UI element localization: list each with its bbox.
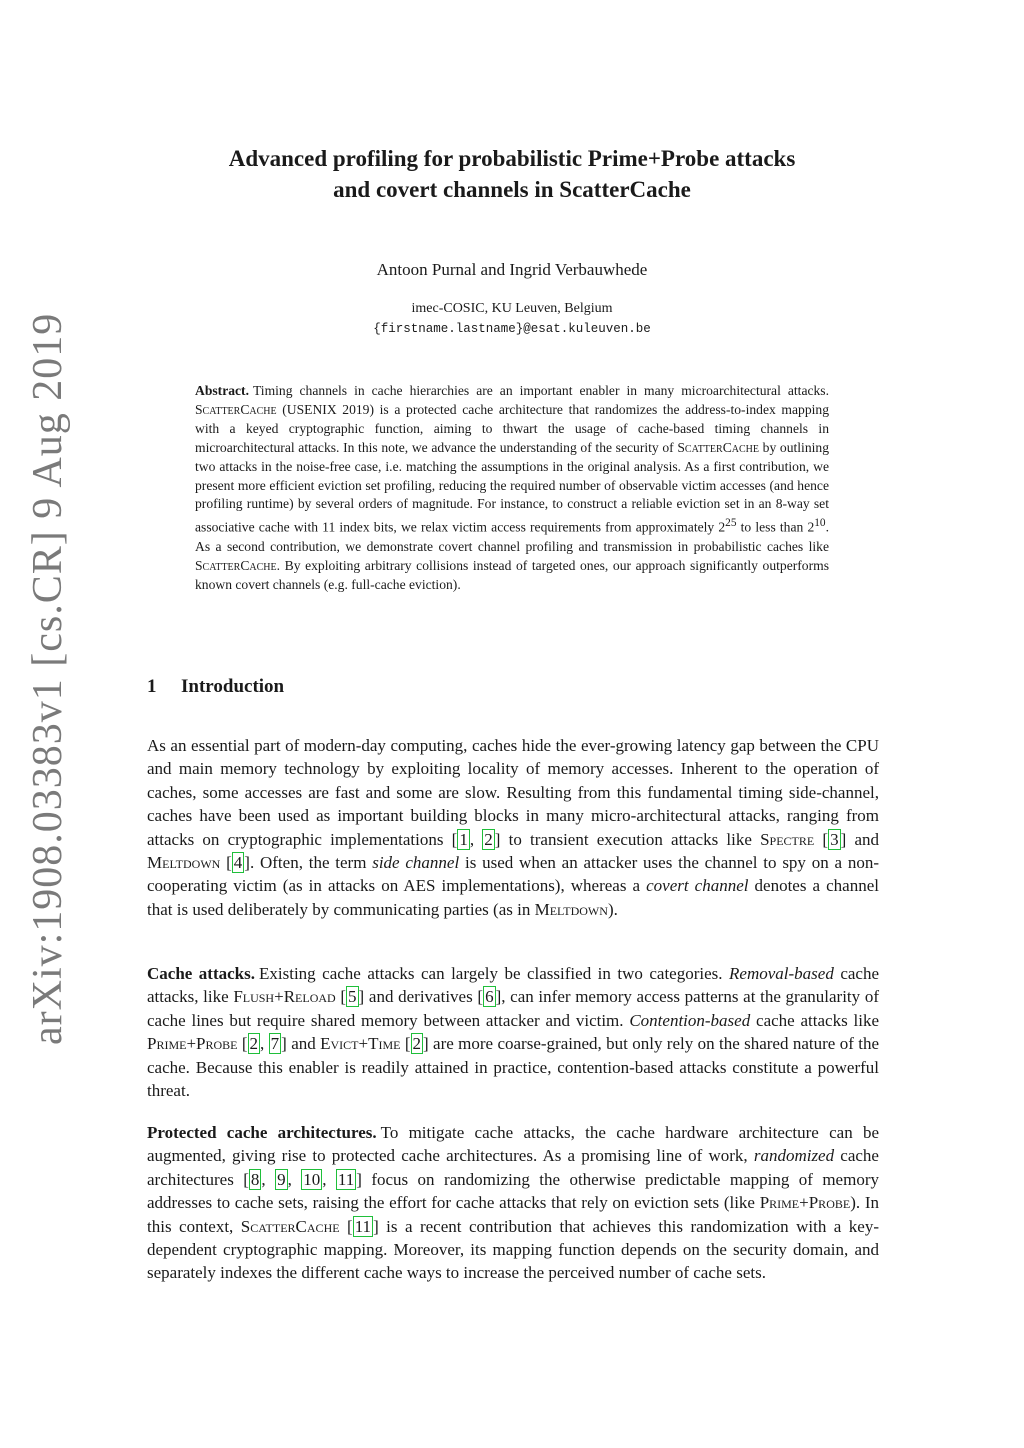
paragraph-text: ] is a recent contribution that achieves this randomization with a key-dependent cryptographic mapping. Moreover, its mapping function depends on the security domain, and separately indexes the different cache ways to increase the perceived number of cache sets. bbox=[147, 1216, 879, 1283]
paragraph-heading: Cache attacks. bbox=[147, 964, 255, 983]
abstract-text: Timing channels in cache hierarchies are an important enabler in many microarchitectural attacks. bbox=[252, 383, 829, 398]
paragraph-text: [ bbox=[339, 1216, 353, 1236]
citation-link[interactable]: 8 bbox=[250, 1169, 260, 1189]
paragraph-text: Existing cache attacks can largely be classified in two categories. bbox=[259, 964, 730, 983]
prime-probe-term: Prime+Probe bbox=[147, 1034, 238, 1054]
section-heading bbox=[147, 676, 284, 698]
paragraph-text: , bbox=[260, 1034, 269, 1054]
email: {firstname.lastname}@esat.kuleuven.be bbox=[373, 322, 651, 336]
authors: Antoon Purnal and Ingrid Verbauwhede bbox=[376, 260, 648, 279]
protected-architectures-paragraph bbox=[147, 1121, 879, 1285]
abstract-label: Abstract. bbox=[195, 383, 249, 398]
citation-link[interactable]: 7 bbox=[270, 1034, 280, 1054]
citation-link[interactable]: 2 bbox=[412, 1034, 422, 1054]
evict-time-term: Evict+Time bbox=[320, 1034, 401, 1054]
paragraph-text: ] and bbox=[840, 829, 879, 849]
paragraph-text: [ bbox=[814, 829, 829, 849]
paragraph-text: ] are more coarse-grained, but only rely on the shared nature of the cache. Because this enabler is readily attained in practice, contention-based attacks constitute a powerful threat. bbox=[147, 1034, 879, 1101]
citation-link[interactable]: 1 bbox=[459, 829, 468, 849]
citation-link[interactable]: 10 bbox=[303, 1169, 321, 1189]
paragraph-text: cache attacks like bbox=[750, 1010, 880, 1030]
abstract-text: . By exploiting arbitrary collisions instead of targeted ones, our approach significantly outperforms known covert channels (e.g. full-cache eviction). bbox=[195, 557, 829, 592]
abstract-text: . As a second contribution, we demonstrate covert channel profiling and transmission in probabilistic caches like bbox=[195, 519, 829, 554]
affiliation-block bbox=[140, 299, 884, 339]
citation-link[interactable]: 2 bbox=[249, 1034, 259, 1054]
paragraph-text: ). In this context, bbox=[147, 1193, 879, 1236]
paragraph-text: cache attacks, like bbox=[147, 964, 879, 1007]
paragraph-text: To mitigate cache attacks, the cache hardware architecture can be augmented, giving rise to protected cache architectures. As a promising line of work, bbox=[147, 1123, 880, 1166]
spectre-term: Spectre bbox=[760, 829, 815, 849]
prime-probe-term: Prime+Probe bbox=[759, 1193, 851, 1213]
emphasis: Contention-based bbox=[629, 1010, 751, 1030]
emphasis: randomized bbox=[753, 1146, 835, 1166]
paragraph-text: [ bbox=[400, 1034, 411, 1054]
affiliation: imec-COSIC, KU Leuven, Belgium bbox=[411, 301, 613, 316]
paragraph-text: , bbox=[287, 1169, 302, 1189]
citation-link[interactable]: 5 bbox=[348, 987, 357, 1007]
paragraph-text: ] focus on randomizing the otherwise predictable mapping of memory addresses to cache sets, raising the effort for cache attacks that rely on eviction sets (like bbox=[147, 1169, 879, 1213]
citation-link[interactable]: 9 bbox=[277, 1169, 286, 1189]
citation-link[interactable]: 11 bbox=[354, 1216, 372, 1236]
scattercache-term: ScatterCache bbox=[677, 439, 759, 455]
section-title: Introduction bbox=[181, 676, 285, 697]
intro-paragraph bbox=[147, 734, 879, 921]
paragraph-text: cache architectures [ bbox=[147, 1146, 879, 1189]
scattercache-term: ScatterCache bbox=[195, 557, 277, 573]
abstract-text: to less than 2 bbox=[736, 519, 815, 535]
paragraph-text: ]. Often, the term bbox=[244, 853, 373, 873]
scattercache-term: ScatterCache bbox=[195, 401, 277, 417]
paragraph-text: [ bbox=[220, 853, 232, 873]
paragraph-text: As an essential part of modern-day computing, caches hide the ever-growing latency gap between the CPU and main memory technology by exploiting locality of memory accesses. Inherent to the operation of caches, some accesses are fast and some are slow. Resulting from this fundamental timing side-channel, caches have been used as important building blocks in many micro-architectural attacks, ranging from attacks on cryptographic implementations [ bbox=[147, 736, 879, 849]
title-line-2: and covert channels in ScatterCache bbox=[333, 177, 691, 202]
title-line-1: Advanced profiling for probabilistic Prime+Probe attacks bbox=[228, 146, 796, 171]
citation-link[interactable]: 3 bbox=[830, 829, 839, 849]
emphasis: side channel bbox=[372, 853, 460, 873]
paragraph-text: [ bbox=[335, 987, 347, 1007]
paragraph-text: is used when an attacker uses the channel to spy on a non-cooperating victim (as in attacks on AES implementations), whereas a bbox=[147, 853, 879, 896]
exponent: 10 bbox=[814, 517, 826, 530]
scattercache-term: ScatterCache bbox=[240, 1216, 340, 1236]
arxiv-identifier: arXiv:1908.03383v1 [cs.CR] 9 Aug 2019 bbox=[25, 312, 71, 1045]
paragraph-text: [ bbox=[237, 1034, 248, 1054]
meltdown-term: Meltdown bbox=[147, 853, 221, 873]
paragraph-text: ] and derivatives [ bbox=[358, 987, 484, 1007]
abstract-text: by outlining two attacks in the noise-free case, i.e. matching the assumptions in the original analysis. As a first contribution, we present more efficient eviction set profiling, reducing the required number of observable victim accesses (and hence profiling runtime) by several orders of magnitude. For instance, to construct a reliable eviction set in an 8-way set associative cache with 11 index bits, we relax victim access requirements from approximately 2 bbox=[195, 439, 829, 535]
paragraph-text: , bbox=[469, 829, 483, 849]
citation-link[interactable]: 6 bbox=[485, 987, 494, 1007]
section-number: 1 bbox=[147, 676, 157, 697]
paragraph-heading: Protected cache architectures. bbox=[147, 1123, 377, 1142]
meltdown-term: Meltdown bbox=[534, 899, 608, 919]
paper-title bbox=[140, 143, 884, 205]
paragraph-text: ). bbox=[607, 899, 618, 919]
abstract-text: (USENIX 2019) is a protected cache architecture that randomizes the address-to-index mapping with a keyed cryptographic function, aiming to thwart the usage of cache-based timing channels in microarchitectural attacks. In this note, we advance the understanding of the security of bbox=[195, 401, 829, 455]
emphasis: Removal-based bbox=[729, 964, 834, 983]
paragraph-text: , bbox=[322, 1169, 336, 1189]
paragraph-text: ] and bbox=[281, 1034, 321, 1054]
citation-link[interactable]: 2 bbox=[484, 829, 493, 849]
paragraph-text: denotes a channel that is used deliberately by communicating parties (as in bbox=[147, 876, 879, 919]
citation-link[interactable]: 4 bbox=[233, 853, 243, 873]
citation-link[interactable]: 11 bbox=[337, 1169, 355, 1189]
emphasis: covert channel bbox=[646, 876, 749, 896]
exponent: 25 bbox=[725, 517, 737, 530]
cache-attacks-paragraph bbox=[147, 962, 879, 1102]
flush-reload-term: Flush+Reload bbox=[233, 987, 336, 1007]
paragraph-text: ], can infer memory access patterns at the granularity of cache lines but require shared memory between attacker and victim. bbox=[147, 987, 879, 1030]
abstract bbox=[195, 382, 829, 595]
paragraph-text: ] to transient execution attacks like bbox=[494, 829, 761, 849]
paragraph-text: , bbox=[261, 1169, 276, 1189]
